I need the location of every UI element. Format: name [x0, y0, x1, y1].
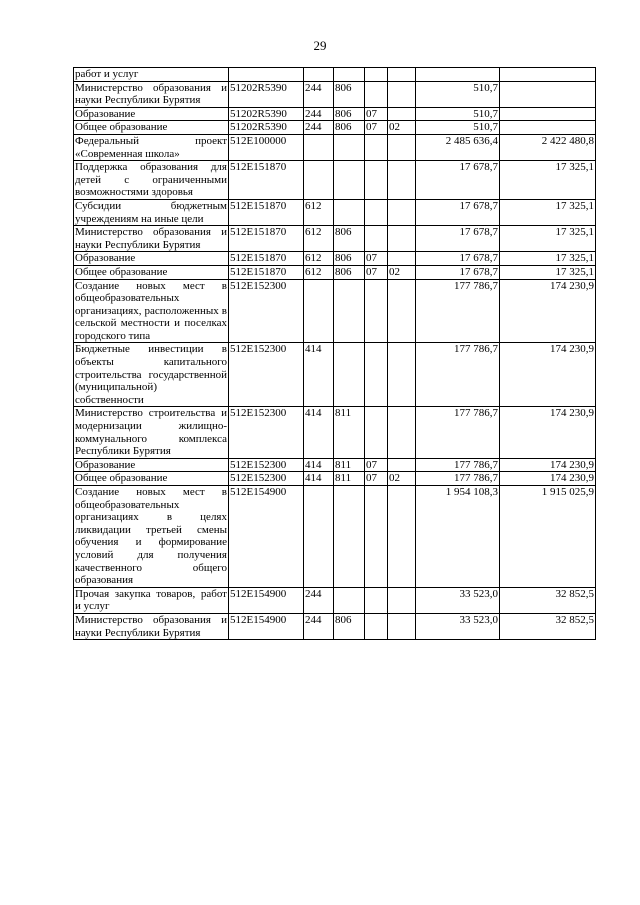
row-sum-2: 17 325,1: [500, 265, 596, 279]
table-row: [74, 199, 596, 225]
row-name: Общее образование: [74, 265, 229, 279]
row-admin-code: 806: [334, 121, 365, 135]
row-code: 512E152300: [229, 343, 304, 407]
row-expense-type: [304, 134, 334, 160]
row-sum-2: 174 230,9: [500, 472, 596, 486]
table-row: [74, 486, 596, 588]
row-expense-type: 414: [304, 472, 334, 486]
row-name: Образование: [74, 252, 229, 266]
row-sum-2: [500, 68, 596, 82]
row-section: [365, 226, 388, 252]
row-admin-code: 811: [334, 472, 365, 486]
row-name: Министерство образования и науки Республики Бурятия: [75, 81, 227, 107]
row-code: [229, 68, 304, 82]
row-admin-code: [334, 199, 365, 225]
row-section: 07: [365, 107, 388, 121]
row-code: 51202R5390: [229, 121, 304, 135]
row-section: [365, 68, 388, 82]
row-subsection: 02: [388, 472, 416, 486]
table-row: [74, 134, 596, 160]
row-sum-1: 17 678,7: [416, 226, 500, 252]
row-subsection: [388, 161, 416, 200]
row-subsection: [388, 81, 416, 107]
row-code: 512E151870: [229, 161, 304, 200]
row-code: 51202R5390: [229, 81, 304, 107]
row-sum-1: 510,7: [416, 121, 500, 135]
table-row: [74, 407, 596, 458]
row-sum-1: 17 678,7: [416, 161, 500, 200]
row-admin-code: [334, 161, 365, 200]
row-section: [365, 407, 388, 458]
row-section: [365, 613, 388, 639]
row-code: 512E151870: [229, 199, 304, 225]
row-subsection: [388, 279, 416, 343]
row-sum-2: [500, 121, 596, 135]
row-subsection: [388, 407, 416, 458]
page-number: 29: [313, 38, 327, 53]
table-row: [74, 613, 596, 639]
row-subsection: [388, 226, 416, 252]
row-admin-code: [334, 68, 365, 82]
row-section: 07: [365, 121, 388, 135]
row-subsection: [388, 68, 416, 82]
row-expense-type: 612: [304, 226, 334, 252]
row-name: Федеральный проект «Современная школа»: [75, 134, 227, 160]
row-sum-2: [500, 81, 596, 107]
row-subsection: [388, 252, 416, 266]
row-subsection: [388, 458, 416, 472]
row-sum-1: 510,7: [416, 107, 500, 121]
table-row: [74, 343, 596, 407]
row-expense-type: 612: [304, 265, 334, 279]
row-subsection: [388, 343, 416, 407]
row-admin-code: 811: [334, 407, 365, 458]
row-name: Общее образование: [74, 121, 229, 135]
table-row: [74, 68, 596, 82]
table-row: [74, 226, 596, 252]
row-sum-1: 2 485 636,4: [416, 134, 500, 160]
row-code: 512E151870: [229, 252, 304, 266]
row-subsection: [388, 199, 416, 225]
row-code: 512E154900: [229, 587, 304, 613]
row-admin-code: 806: [334, 107, 365, 121]
row-sum-2: 174 230,9: [500, 343, 596, 407]
row-sum-1: 177 786,7: [416, 343, 500, 407]
row-sum-2: 17 325,1: [500, 226, 596, 252]
row-subsection: [388, 613, 416, 639]
row-name: Общее образование: [74, 472, 229, 486]
row-expense-type: 244: [304, 81, 334, 107]
row-sum-1: 177 786,7: [416, 407, 500, 458]
table-row: [74, 252, 596, 266]
row-code: 51202R5390: [229, 107, 304, 121]
row-name: Министерство строительства и модернизации жилищно-коммунального комплекса Республики Бурятия: [75, 407, 227, 458]
row-admin-code: 806: [334, 81, 365, 107]
row-expense-type: 414: [304, 458, 334, 472]
row-sum-1: 33 523,0: [416, 613, 500, 639]
row-sum-2: 17 325,1: [500, 161, 596, 200]
row-name: Создание новых мест в общеобразовательных организациях в целях ликвидации третьей смены обучения и формирование условий для получения качественного общего образования: [75, 486, 227, 587]
row-sum-1: 17 678,7: [416, 199, 500, 225]
row-section: 07: [365, 472, 388, 486]
row-expense-type: [304, 486, 334, 588]
row-section: [365, 199, 388, 225]
row-expense-type: 414: [304, 407, 334, 458]
row-expense-type: 244: [304, 587, 334, 613]
row-section: [365, 161, 388, 200]
row-subsection: [388, 587, 416, 613]
row-expense-type: [304, 68, 334, 82]
row-section: [365, 279, 388, 343]
row-sum-2: 32 852,5: [500, 613, 596, 639]
row-admin-code: [334, 134, 365, 160]
row-admin-code: [334, 587, 365, 613]
row-sum-1: 510,7: [416, 81, 500, 107]
row-sum-1: 1 954 108,3: [416, 486, 500, 588]
row-admin-code: [334, 279, 365, 343]
row-expense-type: 244: [304, 613, 334, 639]
table-row: [74, 587, 596, 613]
row-expense-type: [304, 161, 334, 200]
row-code: 512E152300: [229, 472, 304, 486]
row-admin-code: 806: [334, 226, 365, 252]
row-sum-1: [416, 68, 500, 82]
budget-table: [73, 67, 596, 640]
row-sum-2: 17 325,1: [500, 252, 596, 266]
row-expense-type: 244: [304, 121, 334, 135]
row-admin-code: 811: [334, 458, 365, 472]
row-admin-code: 806: [334, 613, 365, 639]
row-subsection: 02: [388, 121, 416, 135]
row-code: 512E154900: [229, 486, 304, 588]
row-expense-type: 244: [304, 107, 334, 121]
table-row: [74, 472, 596, 486]
row-section: 07: [365, 265, 388, 279]
row-code: 512E151870: [229, 226, 304, 252]
row-expense-type: 414: [304, 343, 334, 407]
row-code: 512E152300: [229, 458, 304, 472]
table-row: [74, 279, 596, 343]
table-row: [74, 161, 596, 200]
row-section: [365, 486, 388, 588]
row-sum-1: 177 786,7: [416, 472, 500, 486]
table-row: [74, 458, 596, 472]
row-section: [365, 343, 388, 407]
row-section: 07: [365, 252, 388, 266]
row-sum-2: 174 230,9: [500, 458, 596, 472]
row-sum-2: 174 230,9: [500, 407, 596, 458]
row-section: 07: [365, 458, 388, 472]
row-name: Поддержка образования для детей с ограниченными возможностями здоровья: [75, 161, 227, 199]
row-sum-2: 2 422 480,8: [500, 134, 596, 160]
row-name: Субсидии бюджетным учреждениям на иные цели: [75, 199, 227, 225]
table-row: [74, 265, 596, 279]
row-sum-2: [500, 107, 596, 121]
table-row: [74, 81, 596, 107]
row-name: Министерство образования и науки Республики Бурятия: [75, 613, 227, 639]
row-subsection: 02: [388, 265, 416, 279]
row-admin-code: [334, 486, 365, 588]
row-name: Бюджетные инвестиции в объекты капитального строительства государственной (муниципальной) собственности: [75, 343, 227, 406]
row-code: 512E151870: [229, 265, 304, 279]
row-sum-2: 17 325,1: [500, 199, 596, 225]
row-admin-code: [334, 343, 365, 407]
table-row: [74, 121, 596, 135]
row-code: 512E152300: [229, 407, 304, 458]
row-name: Создание новых мест в общеобразовательных организациях, расположенных в сельской местности и поселках городского типа: [75, 279, 227, 342]
row-sum-2: 1 915 025,9: [500, 486, 596, 588]
row-expense-type: 612: [304, 252, 334, 266]
row-subsection: [388, 107, 416, 121]
row-sum-1: 17 678,7: [416, 265, 500, 279]
row-name: работ и услуг: [74, 68, 229, 82]
row-sum-1: 177 786,7: [416, 458, 500, 472]
row-sum-2: 174 230,9: [500, 279, 596, 343]
row-name: Министерство образования и науки Республики Бурятия: [75, 226, 227, 251]
row-admin-code: 806: [334, 252, 365, 266]
row-section: [365, 81, 388, 107]
row-name: Прочая закупка товаров, работ и услуг: [75, 587, 227, 613]
row-sum-1: 17 678,7: [416, 252, 500, 266]
row-code: 512E100000: [229, 134, 304, 160]
row-code: 512E152300: [229, 279, 304, 343]
row-sum-1: 33 523,0: [416, 587, 500, 613]
row-subsection: [388, 134, 416, 160]
row-name: Образование: [74, 458, 229, 472]
row-section: [365, 134, 388, 160]
row-expense-type: 612: [304, 199, 334, 225]
row-sum-2: 32 852,5: [500, 587, 596, 613]
row-code: 512E154900: [229, 613, 304, 639]
row-name: Образование: [74, 107, 229, 121]
table-row: [74, 107, 596, 121]
row-expense-type: [304, 279, 334, 343]
row-sum-1: 177 786,7: [416, 279, 500, 343]
row-section: [365, 587, 388, 613]
row-subsection: [388, 486, 416, 588]
row-admin-code: 806: [334, 265, 365, 279]
